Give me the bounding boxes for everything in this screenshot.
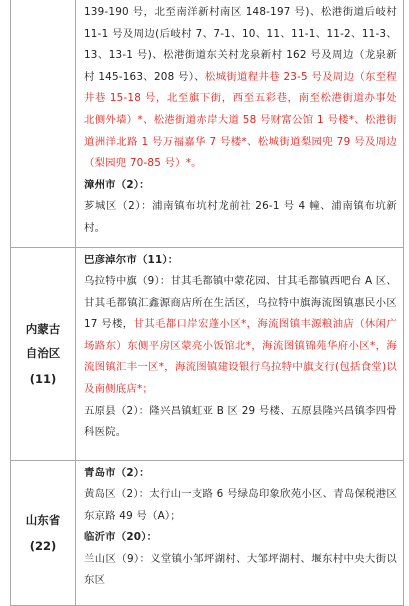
locations-cell (76, 247, 404, 460)
location-text: 黄岛区（2）：太行山一支路 6 号绿岛印象欣苑小区、青岛保税港区东京路 49 号（A）； (84, 488, 397, 522)
location-paragraph (84, 401, 397, 444)
locations-cell (76, 460, 404, 605)
city-heading: 青岛市（2）： (84, 466, 150, 479)
location-text: 139-190 号，北至南洋新村南区 148-197 号)、松港街道后岐村 11-1 号及周边(后岐村 7、7-1、10、11、11-1、11-2、11-3、13、13-1 号)、松港街道东关村龙泉新村 162 号及周边（龙泉新村 145-163、208 号）、 (84, 6, 397, 83)
location-text: 芗城区（2）：浦南镇布坑村龙前社 26-1 号 4 幢、浦南镇布坑新村。 (84, 200, 397, 234)
province-cell (11, 460, 76, 605)
city-heading: 漳州市（2）： (84, 178, 150, 191)
province-cell (11, 247, 76, 460)
highlighted-location-text: 松城街道程井巷 23-5 号及周边（东至程井巷 15-18 号，北至旗下街，西至五彩巷，南至松港街道办事处北侧外墙）*、松港街道赤岸大道 58 号财富公馆 1 号楼*、松港街道洲洋北路 1 号万福嘉华 7 号楼*、松城街道梨园兜 79 号及周边（梨园兜 70-85 号）*。 (84, 70, 397, 170)
location-paragraph (84, 2, 397, 175)
location-paragraph (84, 271, 397, 401)
city-heading: 临沂市（20）： (84, 531, 158, 544)
location-paragraph (84, 196, 397, 239)
location-text: 兰山区（9）：义堂镇小邹坪湖村、大邹坪湖村、堰东村中央大街以东区 (84, 552, 397, 587)
table-row (11, 460, 404, 605)
locations-cell (76, 0, 404, 247)
area-list-body (11, 0, 404, 605)
location-text: 乌拉特中旗（9）：甘其毛都镇中蒙花园、甘其毛都镇西吧台 A 区、甘其毛都镇汇鑫源商店所在生活区，乌拉特中旗海流图镇惠民小区 17 号楼， (84, 275, 397, 331)
province-cell (11, 0, 76, 247)
province-count: (11) (29, 371, 57, 386)
highlighted-location-text: 甘其毛都口岸宏蓬小区*，海流图镇丰源粮油店（休闲广场路东）东侧平房区蒙亮小饭馆北*，海流图镇锦苑华府小区*，海流图镇汇丰一区*，海流图镇建设银行乌拉特中旗支行(包括食堂)以及南侧底店*； (84, 318, 397, 396)
location-paragraph (84, 484, 397, 527)
province-name: 山东省 (25, 512, 61, 527)
table-row (11, 247, 404, 460)
city-heading: 巴彦淖尔市（11）： (84, 253, 179, 266)
location-paragraph (84, 549, 397, 592)
province-count: (22) (29, 538, 57, 553)
location-text: 五原县（2）：隆兴昌镇虹亚 B 区 29 号楼、五原县隆兴昌镇李四骨科医院。 (84, 404, 397, 439)
area-list-table (10, 0, 404, 606)
province-name: 内蒙古 自治区 (25, 321, 61, 360)
table-row (11, 0, 404, 247)
